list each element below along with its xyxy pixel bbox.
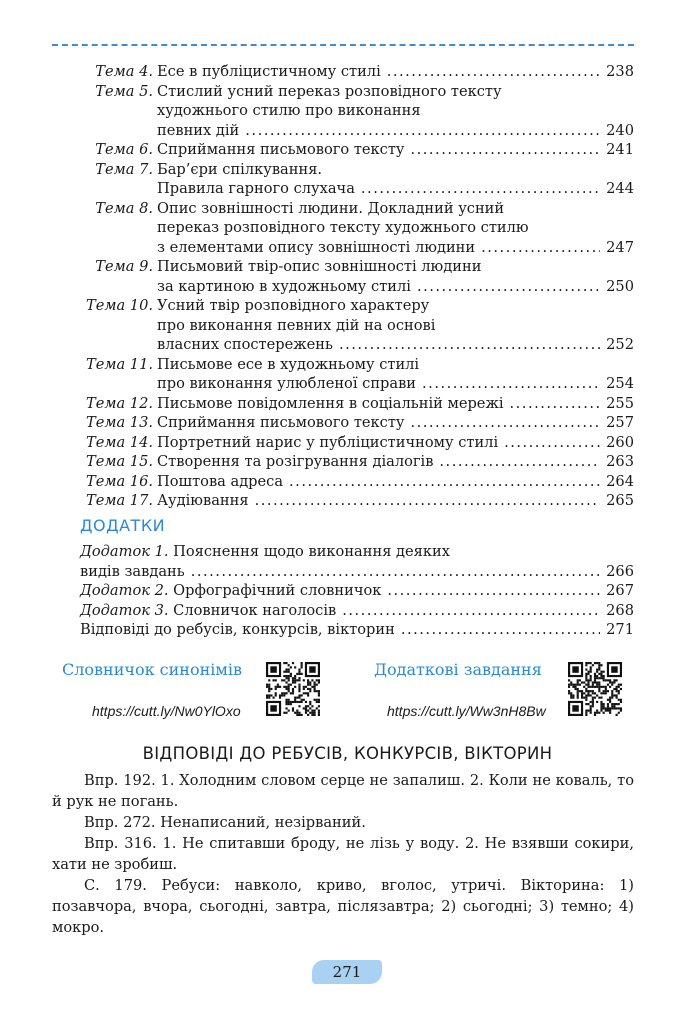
qr-url-extra-tasks[interactable]: https://cutt.ly/Ww3nH8Bw [387, 703, 546, 719]
answer-paragraph: Впр. 192. 1. Холодним словом серце не запалиш. 2. Коли не коваль, то й рук не погань. [52, 772, 634, 810]
toc-entry-line: Стислий усний переказ розповідного тексту [157, 82, 502, 100]
toc-entry-title: Аудіювання [157, 492, 249, 509]
dot-leader [245, 121, 600, 141]
table-of-contents [60, 62, 634, 511]
toc-entry-label: Тема 7. [95, 160, 153, 178]
page-number: 271 [312, 960, 382, 984]
appendix-item-page: 271 [606, 621, 634, 638]
answer-paragraph: Впр. 272. Ненаписаний, незірваний. [84, 814, 366, 831]
toc-entry-label: Тема 15. [85, 453, 153, 470]
qr-code-icon[interactable] [568, 662, 622, 716]
toc-entry-line: про виконання певних дій на основі [157, 316, 436, 334]
appendix-item [80, 620, 634, 640]
appendix-item-title: Орфографічний словничок [168, 582, 382, 599]
appendix-item-title: Відповіді до ребусів, конкурсів, вікторин [80, 621, 395, 638]
appendix-list [80, 542, 634, 640]
toc-entry [60, 296, 634, 355]
dot-leader [339, 335, 600, 355]
dot-leader [510, 394, 600, 414]
toc-entry-page: 263 [606, 453, 634, 470]
dot-leader [411, 413, 601, 433]
dot-leader [504, 433, 600, 453]
toc-entry-label: Тема 8. [95, 199, 153, 217]
toc-entry-title: Правила гарного слухача [157, 180, 355, 197]
toc-entry-page: 240 [606, 121, 634, 139]
toc-entry [60, 472, 634, 492]
appendix-item-title: Словничок наголосів [168, 601, 337, 619]
toc-entry-label: Тема 17. [85, 492, 153, 509]
dot-leader [439, 452, 600, 472]
appendix-heading: ДОДАТКИ [80, 516, 166, 535]
toc-entry-title: Есе в публіцистичному стилі [157, 63, 381, 80]
dot-leader [342, 601, 600, 621]
appendix-item-page: 267 [606, 582, 634, 599]
dot-leader [401, 620, 600, 640]
toc-entry [60, 62, 634, 82]
appendix-item-label: Додаток 1. [80, 543, 169, 560]
toc-entry [60, 491, 634, 511]
toc-entry [60, 82, 634, 141]
toc-entry [60, 394, 634, 414]
toc-entry-label: Тема 13. [85, 414, 153, 431]
appendix-item-page: 266 [606, 562, 634, 580]
toc-entry-page: 250 [606, 277, 634, 295]
dot-leader [387, 581, 600, 601]
toc-entry-title: про виконання улюбленої справи [157, 375, 417, 392]
dot-leader [191, 562, 600, 582]
toc-entry-label: Тема 14. [85, 433, 153, 451]
qr-title-synonyms: Словничок синонімів [62, 660, 242, 679]
dot-leader [255, 491, 600, 511]
toc-entry [60, 199, 634, 258]
toc-entry-page: 265 [606, 492, 634, 509]
toc-entry-page: 238 [606, 63, 634, 80]
toc-entry-label: Тема 16. [85, 472, 153, 490]
toc-entry [60, 452, 634, 472]
dot-leader [411, 140, 601, 160]
answer-paragraph: Впр. 316. 1. Не спитавши броду, не лізь у воду. 2. Не взявши сокири, хати не зробиш. [52, 835, 634, 873]
toc-entry-label: Тема 5. [95, 82, 153, 100]
answers-title: ВІДПОВІДІ ДО РЕБУСІВ, КОНКУРСІВ, ВІКТОРИН [142, 744, 553, 763]
qr-url-synonyms[interactable]: https://cutt.ly/Nw0YlOxo [92, 703, 241, 719]
toc-entry-title: з елементами опису зовнішності людини [157, 238, 476, 256]
qr-title-extra-tasks: Додаткові завдання [374, 660, 542, 679]
toc-entry-line: Письмове есе в художньому стилі [157, 355, 420, 373]
toc-entry-line: художнього стилю про виконання [157, 102, 421, 119]
toc-entry-label: Тема 9. [95, 258, 153, 275]
appendix-item-text: Пояснення щодо виконання деяких [168, 543, 450, 560]
appendix-item-page: 268 [606, 601, 634, 619]
dot-leader [387, 62, 600, 82]
toc-entry-title: власних спостережень [157, 336, 333, 353]
toc-entry-line: Усний твір розповідного характеру [157, 297, 430, 314]
answers-section [52, 770, 634, 938]
toc-entry-page: 254 [606, 375, 634, 392]
toc-entry-line: переказ розповідного тексту художнього стилю [157, 219, 529, 236]
toc-entry-title: Поштова адреса [157, 472, 284, 490]
toc-entry-title: за картиною в художньому стилі [157, 277, 411, 295]
toc-entry-label: Тема 4. [95, 63, 153, 80]
toc-entry-page: 247 [606, 238, 634, 256]
appendix-item-title: видів завдань [80, 562, 185, 580]
appendix-item-label: Додаток 2. [80, 582, 169, 599]
toc-entry-title: Створення та розігрування діалогів [157, 453, 434, 470]
answer-paragraph: С. 179. Ребуси: навколо, криво, вголос, утричі. Вікторина: 1) позавчора, вчора, сьогодні, завтра, післязавтра; 2) сьогодні; 3) темно; 4) мокро. [52, 877, 634, 936]
toc-entry [60, 355, 634, 394]
toc-entry-label: Тема 10. [85, 297, 153, 314]
toc-entry-title: певних дій [157, 121, 240, 139]
toc-entry-title: Письмове повідомлення в соціальній мережі [157, 394, 504, 412]
dot-leader [417, 277, 600, 297]
toc-entry [60, 413, 634, 433]
toc-entry-label: Тема 11. [85, 355, 153, 373]
dot-leader [361, 179, 600, 199]
dot-leader [422, 374, 600, 394]
toc-entry [60, 433, 634, 453]
qr-code-icon[interactable] [266, 662, 320, 716]
toc-entry-page: 241 [606, 141, 634, 158]
appendix-item [80, 562, 634, 582]
dot-leader [289, 472, 600, 492]
toc-entry-title: Портретний нарис у публіцистичному стилі [157, 433, 499, 451]
toc-entry-page: 252 [606, 336, 634, 353]
toc-entry [60, 160, 634, 199]
toc-entry-label: Тема 6. [95, 141, 153, 158]
appendix-item [80, 581, 634, 601]
appendix-item-label: Додаток 3. [80, 601, 169, 619]
toc-entry-page: 257 [606, 414, 634, 431]
toc-entry-label: Тема 12. [85, 394, 153, 412]
toc-entry-page: 260 [606, 433, 634, 451]
toc-entry-line: Бар’єри спілкування. [157, 160, 323, 178]
appendix-item [80, 601, 634, 621]
dot-leader [481, 238, 600, 258]
toc-entry-page: 255 [606, 394, 634, 412]
toc-entry-line: Опис зовнішності людини. Докладний усний [157, 199, 505, 217]
toc-entry [60, 140, 634, 160]
toc-entry [60, 257, 634, 296]
toc-entry-title: Сприймання письмового тексту [157, 141, 405, 158]
top-dashed-rule [52, 44, 634, 46]
toc-entry-line: Письмовий твір-опис зовнішності людини [157, 258, 482, 275]
toc-entry-title: Сприймання письмового тексту [157, 414, 405, 431]
toc-entry-page: 264 [606, 472, 634, 490]
toc-entry-page: 244 [606, 180, 634, 197]
